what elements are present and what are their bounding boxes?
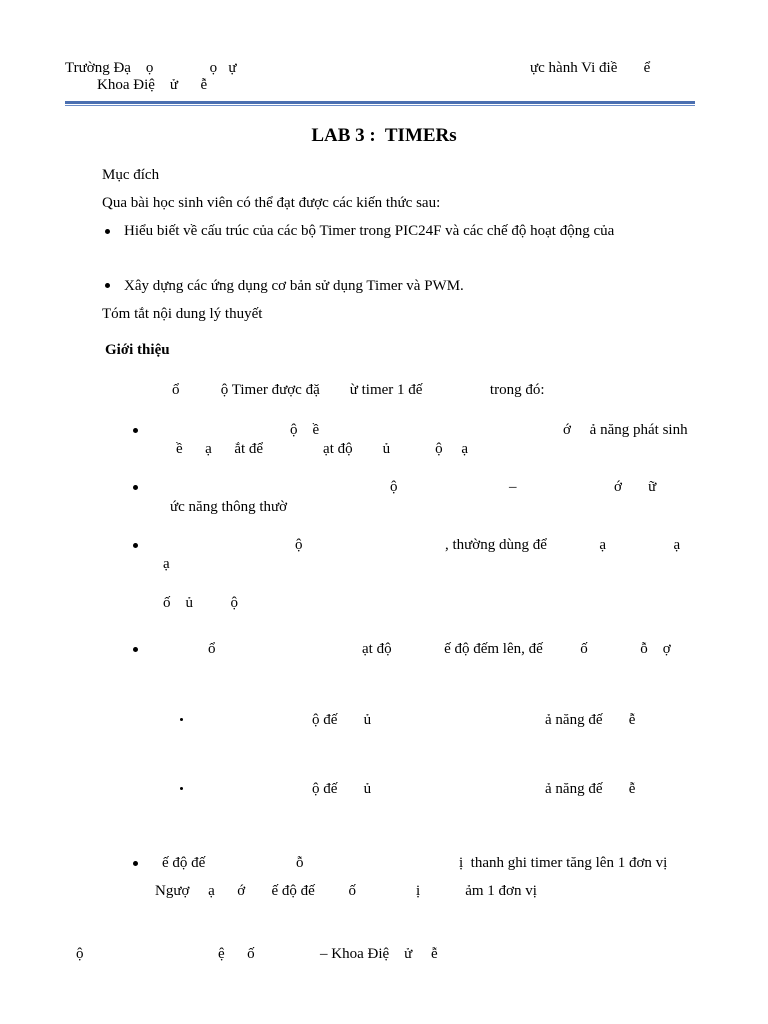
purpose-intro: Qua bài học sinh viên có thể đạt được các kiến thức sau:	[102, 195, 441, 211]
header-school-name: Trường Đạ ọ ọ ự	[65, 60, 237, 76]
bullet-text: ị thanh ghi timer tăng lên 1 đơn vị	[459, 855, 668, 871]
bullet-marker	[133, 428, 138, 433]
header-course-name: ực hành Vi điề ể	[530, 60, 651, 76]
bullet-text: ạt độ ế độ đếm lên, đế ố ỗ ợ	[362, 641, 671, 657]
purpose-item: Hiểu biết về cấu trúc của các bộ Timer trong PIC24F và các chế độ hoạt động của	[124, 223, 615, 239]
sub-item-text: ộ đế ủ	[312, 781, 372, 797]
bullet-marker	[105, 283, 110, 288]
bullet-text: ộ	[390, 479, 398, 495]
header-faculty: Khoa Điệ ử ễ	[97, 77, 208, 93]
header-rule-thin	[65, 105, 695, 106]
bullet-marker	[133, 861, 138, 866]
purpose-heading: Mục đích	[102, 167, 160, 183]
bullet-marker	[133, 485, 138, 490]
bullet-text: ổ	[208, 641, 216, 657]
bullet-text: – ớ ữ	[509, 479, 657, 495]
footer-right: – Khoa Điệ ử ễ	[320, 946, 438, 962]
bullet-text: ố ủ ộ	[163, 595, 238, 611]
footer-middle: ệ ố	[218, 946, 255, 962]
footer-left: ộ	[76, 946, 84, 962]
theory-heading: Tóm tắt nội dung lý thuyết	[102, 306, 263, 322]
bullet-text: ỗ	[296, 855, 304, 871]
bullet-text: ớ ả năng phát sinh	[563, 422, 688, 438]
sub-item-text: ả năng đế ễ	[545, 781, 636, 797]
bullet-text: ề ạ ắt để ạt độ ủ ộ ạ	[176, 441, 469, 457]
header-rule-thick	[65, 101, 695, 104]
intro-heading: Giới thiệu	[105, 342, 170, 358]
bullet-text: Ngượ ạ ớ ế độ đế ố ị ảm 1 đơn vị	[155, 883, 537, 899]
bullet-text: ế độ đế	[162, 855, 206, 871]
bullet-text: , thường dùng để ạ ạ	[445, 537, 681, 553]
sub-item-text: ộ đế ủ	[312, 712, 372, 728]
purpose-item: Xây dựng các ứng dụng cơ bản sử dụng Timer và PWM.	[124, 278, 464, 294]
sub-bullet-marker	[180, 718, 183, 721]
bullet-text: ộ ề	[290, 422, 320, 438]
bullet-marker	[133, 647, 138, 652]
sub-item-text: ả năng đế ễ	[545, 712, 636, 728]
bullet-marker	[133, 543, 138, 548]
sub-bullet-marker	[180, 787, 183, 790]
page-title: LAB 3 : TIMERs	[311, 125, 457, 146]
bullet-text: ức năng thông thườ	[170, 499, 288, 515]
bullet-text: ộ	[295, 537, 303, 553]
bullet-text: ạ	[163, 556, 170, 572]
intro-line: ổ ộ Timer được đặ ừ timer 1 đế trong đó:	[172, 382, 545, 398]
bullet-marker	[105, 229, 110, 234]
